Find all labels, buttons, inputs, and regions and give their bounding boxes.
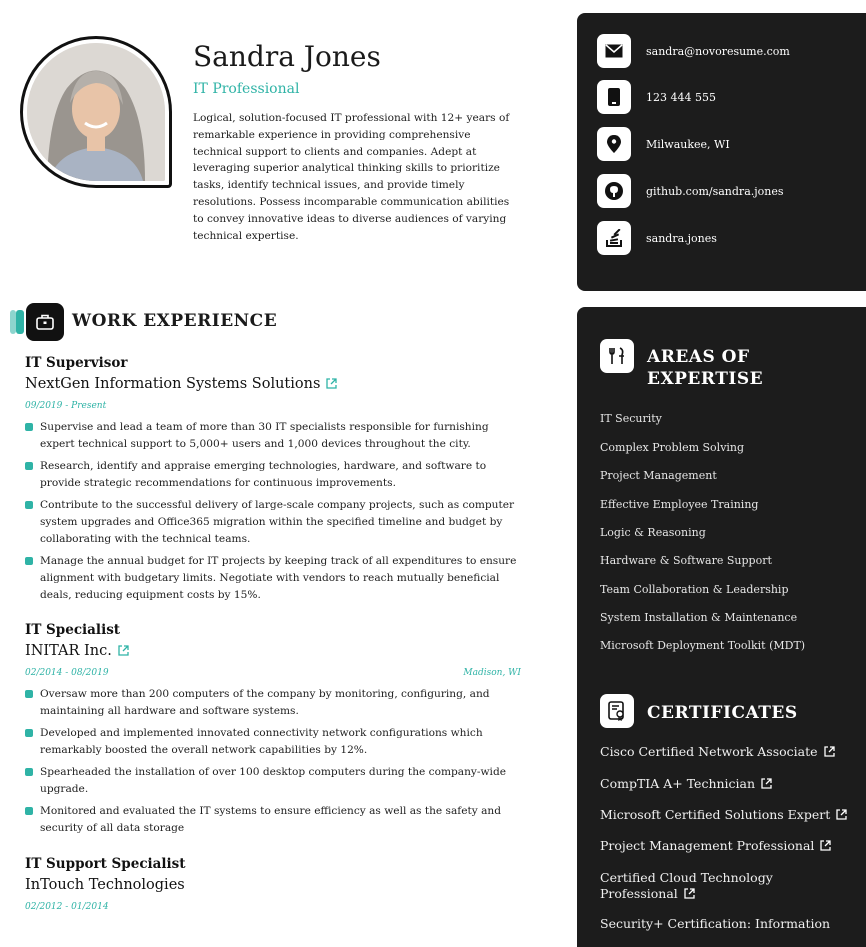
- certificate-item[interactable]: [600, 776, 855, 793]
- expertise-heading: [647, 346, 763, 390]
- certificate-item[interactable]: [600, 807, 855, 824]
- job-company[interactable]: [25, 376, 337, 393]
- contact-stackoverflow-text: sandra.jones: [646, 231, 717, 245]
- job-dates: 09/2019 - Present: [25, 401, 107, 411]
- job-location: Madison, WI: [463, 668, 521, 678]
- job-bullet: Spearheaded the installation of over 100 desktop computers during the company-wide upgrade.: [25, 764, 525, 798]
- certificate-name: Cisco Certified Network Associate: [600, 744, 818, 759]
- job-dates: 02/2014 - 08/2019: [25, 668, 109, 678]
- github-icon: [597, 174, 631, 208]
- job-dates: 02/2012 - 01/2014: [25, 902, 109, 912]
- certificate-name: Certified Cloud Technology Professional: [600, 870, 773, 901]
- job-company-name: INITAR Inc.: [25, 643, 112, 659]
- external-link-icon: [684, 887, 695, 903]
- certificate-item[interactable]: [600, 870, 800, 903]
- job-bullet: Contribute to the successful delivery of large-scale company projects, such as computer system upgrades and Office365 migration within the specified timeline and budget by collaborating with the technical teams.: [25, 497, 525, 547]
- stack-overflow-icon: [597, 221, 631, 255]
- external-link-icon: [761, 777, 772, 793]
- expertise-heading-line1: AREAS OF: [647, 347, 750, 367]
- contact-phone[interactable]: [597, 80, 716, 114]
- expertise-item: Logic & Reasoning: [600, 526, 706, 539]
- contact-phone-text: 123 444 555: [646, 90, 716, 104]
- expertise-item: System Installation & Maintenance: [600, 611, 798, 624]
- briefcase-icon: [26, 303, 64, 341]
- job-company[interactable]: [25, 643, 129, 660]
- job-bullet: Developed and implemented innovated connectivity network configurations which remarkably boosted the overall network capabilities by 12%.: [25, 725, 525, 759]
- tools-icon: [600, 339, 634, 373]
- contact-github[interactable]: [597, 174, 784, 208]
- certificate-item[interactable]: Security+ Certification: Information: [600, 916, 831, 931]
- job-company-name: NextGen Information Systems Solutions: [25, 376, 321, 392]
- expertise-heading-line2: EXPERTISE: [647, 369, 764, 389]
- contact-location-text: Milwaukee, WI: [646, 137, 730, 151]
- certificate-item[interactable]: [600, 744, 855, 761]
- certificate-name: Microsoft Certified Solutions Expert: [600, 807, 831, 822]
- profile-photo-frame: [20, 36, 180, 194]
- expertise-item: IT Security: [600, 412, 662, 425]
- contact-github-text: github.com/sandra.jones: [646, 184, 784, 198]
- contact-email[interactable]: [597, 34, 790, 68]
- expertise-item: Team Collaboration & Leadership: [600, 583, 789, 596]
- contact-email-text: sandra@novoresume.com: [646, 44, 790, 58]
- mail-icon: [597, 34, 631, 68]
- expertise-item: Effective Employee Training: [600, 498, 759, 511]
- sidebar-panel: [577, 307, 866, 947]
- job-bullet: Supervise and lead a team of more than 30 IT specialists responsible for furnishing expert technical support to 5,000+ users and 1,000 devices throughout the city.: [25, 419, 525, 453]
- phone-icon: [597, 80, 631, 114]
- certificate-name: Project Management Professional: [600, 838, 815, 853]
- job-bullet: Oversaw more than 200 computers of the company by monitoring, configuring, and maintaining all hardware and software systems.: [25, 686, 525, 720]
- external-link-icon: [820, 839, 831, 855]
- external-link-icon: [118, 644, 129, 660]
- certificates-heading: CERTIFICATES: [647, 703, 798, 723]
- job-bullet: Manage the annual budget for IT projects by keeping track of all expenditures to ensure alignment with budgetary limits. Negotiate with vendors to reach mutually beneficial deals, reducing equipment costs by 15%.: [25, 553, 525, 603]
- job-role: IT Support Specialist: [25, 856, 186, 872]
- job-role: IT Supervisor: [25, 355, 128, 371]
- contact-location: [597, 127, 730, 161]
- expertise-item: Complex Problem Solving: [600, 441, 745, 454]
- external-link-icon: [836, 808, 847, 824]
- certificate-item[interactable]: [600, 838, 855, 855]
- contact-panel: [577, 13, 866, 291]
- job-bullet: Research, identify and appraise emerging technologies, hardware, and software to provide strategic recommendations for continuous improvements.: [25, 458, 525, 492]
- profile-photo: [27, 43, 165, 181]
- expertise-item: Hardware & Software Support: [600, 554, 772, 567]
- candidate-title: IT Professional: [193, 81, 300, 97]
- candidate-name: Sandra Jones: [193, 40, 381, 73]
- job-role: IT Specialist: [25, 622, 121, 638]
- expertise-item: Microsoft Deployment Toolkit (MDT): [600, 639, 806, 652]
- job-company: InTouch Technologies: [25, 877, 185, 893]
- contact-stackoverflow[interactable]: [597, 221, 717, 255]
- job-bullet: Monitored and evaluated the IT systems to ensure efficiency as well as the safety and security of all data storage: [25, 803, 525, 837]
- external-link-icon: [326, 377, 337, 393]
- profile-summary: Logical, solution-focused IT professional with 12+ years of remarkable experience in providing comprehensive technical support to clients and companies. Adept at leveraging superior analytical thinking skills to prioritize tasks, identify technical issues, and provide timely resolutions. Possess incomparable communication abilities to convey innovative ideas to diverse audiences of varying technical expertise.: [193, 112, 510, 242]
- location-pin-icon: [597, 127, 631, 161]
- certificate-name: CompTIA A+ Technician: [600, 776, 756, 791]
- expertise-item: Project Management: [600, 469, 717, 482]
- certificate-icon: [600, 694, 634, 728]
- external-link-icon: [824, 745, 835, 761]
- work-experience-heading: WORK EXPERIENCE: [72, 311, 278, 331]
